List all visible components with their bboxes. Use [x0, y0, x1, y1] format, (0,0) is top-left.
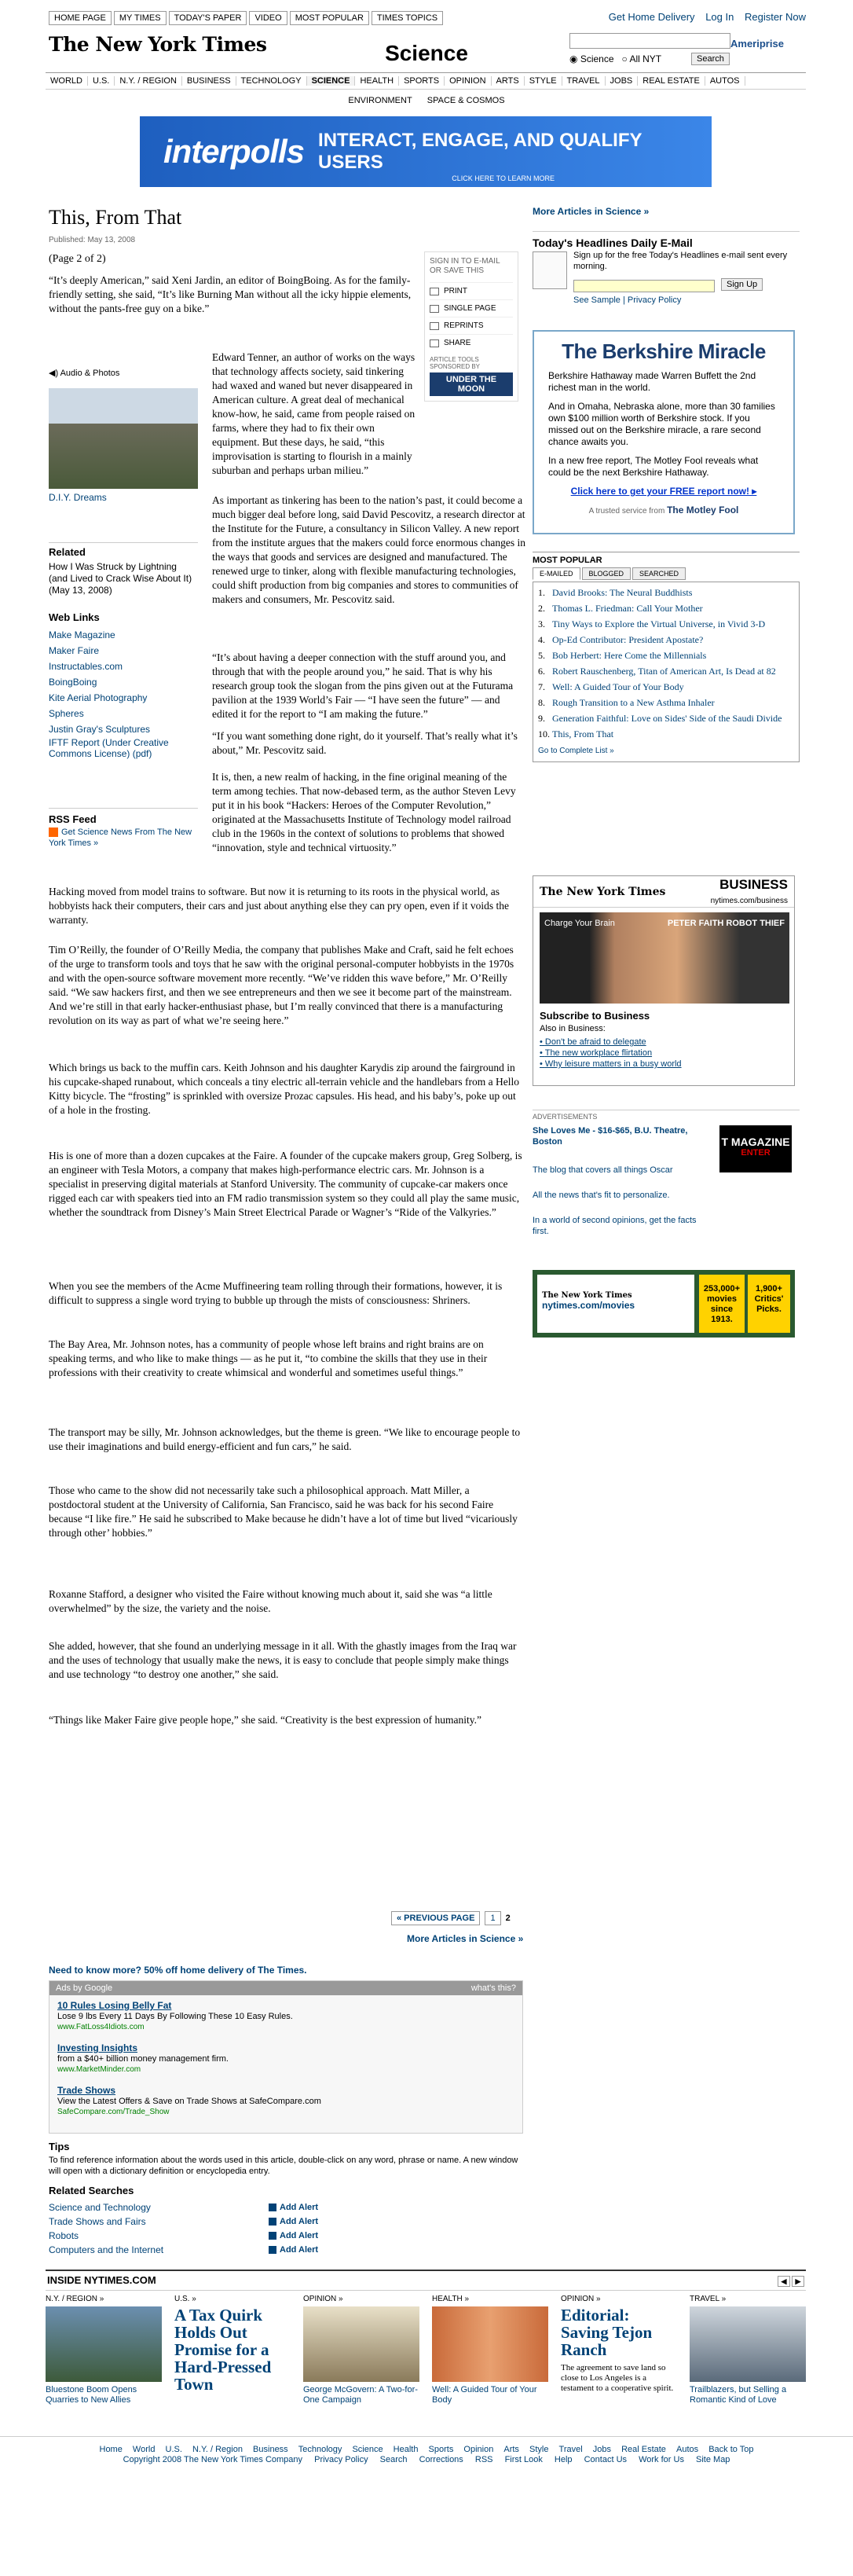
berkshire-ad[interactable]	[533, 330, 795, 534]
top-link-video[interactable]: VIDEO	[249, 11, 287, 25]
ad-link[interactable]: All the news that's fit to personalize.	[533, 1191, 670, 1200]
movies-url[interactable]: nytimes.com/movies	[542, 1300, 635, 1311]
nav-technology[interactable]: TECHNOLOGY	[236, 76, 307, 86]
prev-arrow-icon[interactable]: ◀	[778, 2276, 790, 2287]
inside-caption[interactable]: Well: A Guided Tour of Your Body	[432, 2385, 537, 2405]
list-item: 9. Generation Faithful: Love on Sides' Side of the Saudi Divide	[538, 713, 782, 724]
share-icon	[430, 339, 439, 347]
page-1-link[interactable]: 1	[485, 1911, 500, 1925]
right-more-in-science[interactable]: More Articles in Science »	[533, 206, 650, 217]
list-item: 5. Bob Herbert: Here Come the Millennials	[538, 650, 707, 661]
ad-link[interactable]: The blog that covers all things Oscar	[533, 1165, 673, 1175]
nav-jobs[interactable]: JOBS	[606, 76, 639, 86]
inside-summary: The agreement to save land so close to Los Angeles is a testament to a cooperative spirit.	[561, 2363, 674, 2393]
todays-headlines-text: Sign up for the free Today's Headlines e-mail sent every morning.	[573, 251, 788, 271]
page-2-current: 2	[505, 1914, 511, 1923]
ad-desc: View the Latest Offers & Save on Trade Shows at SafeCompare.com	[57, 2097, 321, 2106]
related-search-link[interactable]: Science and Technology	[49, 2202, 151, 2213]
inside-section-label[interactable]: OPINION »	[561, 2295, 601, 2303]
article-paragraph: His is one of more than a dozen cupcakes at the Faire. A founder of the cupcake makers group, Greg Solberg, is an engineer with Tesla Motors, a company that makes high-performance electric cars. Mr. Johnson is a specialist in preserving digital materials at Stanford University. The community of cupcake-car makers once rigged each car with speakers tied into an FM radio transmission system so they could all play the same music, whether the soundtrack from Disney’s Main Street Electrical Parade or Wagner’s “Ride of the Valkyries.”	[49, 1150, 522, 1218]
sub-nav	[0, 96, 853, 105]
radio-all-icon[interactable]: ○	[621, 53, 628, 64]
footer-link[interactable]: Opinion	[463, 2445, 494, 2454]
nav-style[interactable]: STYLE	[525, 76, 562, 86]
footer-link[interactable]: Science	[352, 2445, 383, 2454]
most-popular-link[interactable]: Rough Transition to a New Asthma Inhaler	[552, 697, 715, 708]
rss-icon	[49, 827, 58, 837]
signup-button[interactable]: Sign Up	[721, 278, 763, 291]
related-link[interactable]: How I Was Struck by Lightning (and Lived to Crack Wise About It) (May 13, 2008)	[49, 561, 192, 596]
inside-item[interactable]	[432, 2295, 548, 2420]
berkshire-cta[interactable]: Click here to get your FREE report now! ▸	[570, 486, 757, 497]
business-promo-image[interactable]	[540, 912, 789, 1004]
list-item: 1. David Brooks: The Neural Buddhists	[538, 587, 693, 598]
tool-share[interactable]	[430, 334, 513, 351]
radio-science-icon[interactable]: ◉	[569, 53, 578, 64]
tools-sponsor-logo[interactable]: UNDER THE MOON	[430, 372, 513, 396]
related-search-link[interactable]: Trade Shows and Fairs	[49, 2216, 146, 2227]
movies-nyt-logo: The New York Times	[542, 1291, 632, 1300]
print-icon	[430, 288, 439, 295]
article-title: This, From That	[49, 206, 182, 229]
list-item: 8. Rough Transition to a New Asthma Inhaler	[538, 697, 715, 708]
related-header: Related	[49, 542, 198, 558]
most-popular-link[interactable]: Thomas L. Friedman: Call Your Mother	[552, 603, 703, 614]
also-link[interactable]: • The new workplace flirtation	[540, 1048, 653, 1058]
web-link[interactable]: Maker Faire	[49, 645, 100, 656]
nav-autos[interactable]: AUTOS	[705, 76, 745, 86]
business-nyt-logo: The New York Times	[540, 885, 666, 898]
radio-science-label: Science	[580, 53, 614, 64]
business-header	[533, 876, 794, 908]
article-paragraph: She added, however, that she found an underlying message in it all. With the ghastly images from the Iraq war and the uses of technology that usually make the news, it is easy to conclude that people simply make things and use technology “to destroy one another,” she said.	[49, 1640, 517, 1680]
most-popular-link[interactable]: Robert Rauschenberg, Titan of American Art, Is Dead at 82	[552, 666, 776, 677]
inside-headline[interactable]: Editorial: Saving Tejon Ranch	[561, 2306, 653, 2359]
business-url[interactable]: nytimes.com/business	[710, 897, 788, 905]
berkshire-service-label: A trusted service from	[588, 507, 665, 516]
related-search-row	[49, 2243, 523, 2257]
plus-icon	[269, 2218, 276, 2226]
radio-all-label: All NYT	[629, 53, 662, 64]
pagination	[391, 1911, 511, 1925]
footer-link[interactable]: Contact Us	[584, 2455, 628, 2464]
most-popular-link[interactable]: This, From That	[552, 728, 614, 739]
add-alert-button[interactable]	[269, 2243, 318, 2257]
tab-emailed[interactable]: E-MAILED	[533, 567, 580, 580]
banner-text: INTERACT, ENGAGE, AND QUALIFY USERS	[318, 130, 642, 173]
inside-nav	[776, 2274, 804, 2287]
related-searches-header: Related Searches	[49, 2185, 134, 2196]
ad-desc: from a $40+ billion money management firm.	[57, 2054, 229, 2064]
most-popular-link[interactable]: Generation Faithful: Love on Sides' Side of the Saudi Divide	[552, 713, 782, 724]
banner-brand: interpolls	[163, 133, 305, 170]
ad-desc: Lose 9 lbs Every 11 Days By Following These 10 Easy Rules.	[57, 2012, 293, 2021]
nav-science[interactable]: SCIENCE	[307, 76, 356, 86]
list-item: 4. Op-Ed Contributor: President Apostate?	[538, 634, 704, 645]
business-films-text: PETER FAITH ROBOT THIEF	[667, 919, 785, 928]
also-link-label: Why leisure matters in a busy world	[544, 1059, 682, 1069]
top-links	[49, 11, 445, 25]
article-tools	[424, 251, 518, 402]
nav-world[interactable]: WORLD	[46, 76, 88, 86]
footer-link[interactable]: Style	[529, 2445, 549, 2454]
home-delivery-promo[interactable]: Need to know more? 50% off home delivery of The Times.	[49, 1965, 307, 1976]
inside-section-label[interactable]: N.Y. / REGION »	[46, 2295, 104, 2303]
footer-link[interactable]: Work for Us	[639, 2455, 684, 2464]
footer-link[interactable]: Jobs	[592, 2445, 611, 2454]
subnav-space[interactable]: SPACE & COSMOS	[426, 96, 505, 105]
related-search-row	[49, 2229, 523, 2243]
subnav-environment[interactable]: ENVIRONMENT	[348, 96, 412, 105]
search-scope	[569, 53, 661, 64]
banner-cta: CLICK HERE TO LEARN MORE	[452, 174, 555, 182]
t-magazine-ad[interactable]	[719, 1125, 792, 1172]
berkshire-p1: Berkshire Hathaway made Warren Buffett the 2nd richest man in the world.	[548, 370, 756, 393]
movies-left	[537, 1275, 694, 1333]
web-link[interactable]: Spheres	[49, 708, 84, 719]
also-link[interactable]: • Don't be afraid to delegate	[540, 1037, 646, 1047]
critics-picks: 1,900+ Critics' Picks.	[748, 1275, 790, 1333]
ad-url[interactable]: www.MarketMinder.com	[57, 2065, 141, 2074]
top-link-mytimes[interactable]: MY TIMES	[114, 11, 167, 25]
related-search-link[interactable]: Computers and the Internet	[49, 2244, 164, 2255]
list-item: 6. Robert Rauschenberg, Titan of American Art, Is Dead at 82	[538, 666, 776, 677]
google-ads-header	[49, 1981, 522, 1995]
footer-link[interactable]: Help	[554, 2455, 573, 2464]
add-alert-button[interactable]	[269, 2215, 318, 2229]
footer-link[interactable]: Autos	[676, 2445, 699, 2454]
berkshire-service	[548, 505, 779, 516]
sample-privacy-links[interactable]: See Sample | Privacy Policy	[573, 295, 682, 305]
ad-title[interactable]: Investing Insights	[57, 2042, 138, 2053]
web-link[interactable]: Kite Aerial Photography	[49, 692, 148, 703]
footer-link[interactable]: Real Estate	[621, 2445, 666, 2454]
business-title: BUSINESS	[719, 877, 788, 892]
footer-link[interactable]: Sports	[428, 2445, 454, 2454]
t-magazine-enter: ENTER	[741, 1148, 771, 1158]
add-alert-button[interactable]	[269, 2229, 318, 2243]
related-search-link[interactable]: Robots	[49, 2230, 79, 2241]
inside-headline[interactable]: A Tax Quirk Holds Out Promise for a Hard-Pressed Town	[174, 2306, 272, 2394]
search-button[interactable]: Search	[691, 53, 730, 65]
article-paragraph: As important as tinkering has been to the nation’s past, it could become a much bigger deal before long, said David Pescovitz, a research director at the Institute for the Future, a consultancy in Silicon Valley. A new report from the institute argues that the makers could force enormous changes in the ways that goods and services are designed and manufactured. The renewed urge to tinker, along with flexible manufacturing technologies, could shift production from big companies and stores to communities of makers and consumers, Mr. Pescovitz said.	[212, 494, 526, 605]
inside-item[interactable]	[174, 2295, 291, 2420]
article-paragraph: “It’s deeply American,” said Xeni Jardin, an editor of BoingBoing. As for the family-friendly setting, she said, “It’s like Burning Man without all the icky hippie elements, without the pants-free guy on a bike.”	[49, 274, 412, 314]
home-delivery-link[interactable]: Get Home Delivery	[608, 11, 695, 23]
published-date: Published: May 13, 2008	[49, 236, 136, 244]
most-popular-header: MOST POPULAR	[533, 552, 800, 565]
inside-caption[interactable]: Trailblazers, but Selling a Romantic Kind of Love	[690, 2385, 787, 2405]
most-popular-link[interactable]: Well: A Guided Tour of Your Body	[552, 681, 684, 692]
copyright-link[interactable]: Copyright 2008 The New York Times Company	[123, 2455, 303, 2464]
related-search-row	[49, 2215, 523, 2229]
tool-reprints-label: REPRINTS	[444, 321, 484, 330]
article-paragraph: The Bay Area, Mr. Johnson notes, has a community of people whose left brains and right brains are on speaking terms, and who like to make things — as he put it, “to combine the skills that they use in their professions with their creativity to create whimsical and wonderful and sometimes useful things.”	[49, 1338, 488, 1378]
tool-share-label: SHARE	[444, 339, 471, 347]
movies-count: 253,000+ movies since 1913.	[699, 1275, 745, 1333]
inside-section-label[interactable]: TRAVEL »	[690, 2295, 727, 2303]
email-field[interactable]	[573, 280, 715, 292]
nav-arts[interactable]: ARTS	[492, 76, 525, 86]
web-link[interactable]: Justin Gray's Sculptures	[49, 724, 151, 735]
top-link-most-popular[interactable]: MOST POPULAR	[290, 11, 369, 25]
inside-section-label[interactable]: HEALTH »	[432, 2295, 470, 2303]
ad-show-title[interactable]: She Loves Me - $16-$65, B.U. Theatre, Boston	[533, 1126, 688, 1147]
berkshire-p3: In a new free report, The Motley Fool reveals what could be the next Berkshire Hathaway.	[548, 455, 759, 478]
also-in-business-header: Also in Business:	[540, 1024, 606, 1033]
nyt-logo[interactable]: The New York Times	[49, 33, 267, 56]
article-paragraph: Tim O’Reilly, the founder of O’Reilly Media, the company that publishes Make and Craft, said he felt echoes of the urge to transform tools and toys that he saw with the original personal-computer hobbyists in the 1970s and with the open-source software movement more recently. “We’ve ridden this wave before,” Mr. O’Reilly said. “We saw hackers first, and then we see entrepreneurs and then we see it become part of the mainstream. And we’re still in that early hacker-enthusiast phase, but I’m really convinced that there is a manufacturing revolution on its way as part of what we’re seeing here.”	[49, 944, 514, 1026]
todays-headlines-header: Today's Headlines Daily E-Mail	[533, 231, 800, 249]
article-paragraph: “Things like Maker Faire give people hope,” she said. “Creativity is the best expression of humanity.”	[49, 1714, 481, 1726]
add-alert-label: Add Alert	[280, 2203, 319, 2212]
web-link[interactable]: IFTF Report (Under Creative Commons License) (pdf)	[49, 737, 169, 759]
top-link-times-topics[interactable]: TIMES TOPICS	[372, 11, 443, 25]
web-link[interactable]: BoingBoing	[49, 677, 97, 688]
also-link-label: The new workplace flirtation	[544, 1048, 653, 1058]
register-link[interactable]: Register Now	[744, 11, 806, 23]
footer-link[interactable]: U.S.	[165, 2445, 182, 2454]
inside-caption[interactable]: George McGovern: A Two-for-One Campaign	[303, 2385, 418, 2405]
web-link[interactable]: Instructables.com	[49, 661, 123, 672]
article-paragraph: Those who came to the show did not necessarily take such a philosophical approach. Matt Miller, a postdoctoral student at the University of California, San Francisco, said he was back for his second Faire because “I like fire.” He said he subscribed to Make because he didn’t have a lot of time but lived “vicariously through other’ hobbies.”	[49, 1484, 518, 1539]
also-link[interactable]: • Why leisure matters in a busy world	[540, 1059, 682, 1069]
search-input[interactable]	[569, 33, 730, 49]
tab-searched[interactable]: SEARCHED	[632, 567, 686, 580]
footer-link[interactable]: Technology	[298, 2445, 342, 2454]
article-paragraph: It is, then, a new realm of hacking, in the fine original meaning of the term among techies. That now-debased term, as the author Steven Levy put it in his book “Hackers: Heroes of the Computer Revolution,” originated at the Massachusetts Institute of Technology model railroad club in the 1960s in the context of solutions to problems that showed “innovation, style and technical virtuosity.”	[212, 771, 516, 853]
nav-nyregion[interactable]: N.Y. / REGION	[115, 76, 182, 86]
footer-link[interactable]: Arts	[503, 2445, 519, 2454]
inside-nytimes-title: INSIDE NYTIMES.COM	[47, 2274, 156, 2286]
nav-business[interactable]: BUSINESS	[182, 76, 236, 86]
footer-link[interactable]: First Look	[504, 2455, 543, 2464]
footer-link[interactable]: Search	[379, 2455, 408, 2464]
nav-travel[interactable]: TRAVEL	[562, 76, 606, 86]
photo-caption[interactable]: D.I.Y. Dreams	[49, 492, 107, 503]
tool-single-page-label: SINGLE PAGE	[444, 304, 496, 313]
berkshire-title: The Berkshire Miracle	[562, 339, 766, 363]
add-alert-button[interactable]	[269, 2200, 318, 2215]
section-title: Science	[385, 41, 468, 65]
related-searches	[49, 2200, 523, 2257]
footer-link[interactable]: N.Y. / Region	[192, 2445, 243, 2454]
google-ad[interactable]	[49, 1995, 522, 2038]
tools-sponsor-label: ARTICLE TOOLS SPONSORED BY	[430, 356, 481, 370]
most-popular-tabs	[533, 567, 687, 580]
ad-url[interactable]: SafeCompare.com/Trade_Show	[57, 2108, 170, 2116]
previous-page-button[interactable]: « PREVIOUS PAGE	[391, 1911, 480, 1925]
business-promo[interactable]	[533, 875, 795, 1086]
most-popular-link[interactable]: David Brooks: The Neural Buddhists	[552, 587, 693, 598]
ad-title[interactable]: 10 Rules Losing Belly Fat	[57, 2000, 172, 2011]
tips-header: Tips	[49, 2141, 70, 2152]
article-paragraph: “It’s about having a deeper connection with the stuff around you, and through that with the people around you,” he said. That is why his research group took the slogan from the pins given out at the Futurama pavilion at the 1939 World’s Fair — “I have seen the future” — and edited it for the report to “I am making the future.”	[212, 651, 514, 720]
inside-caption[interactable]: Bluestone Boom Opens Quarries to New Allies	[46, 2385, 137, 2405]
whats-this-link[interactable]: what's this?	[470, 1983, 516, 1993]
article-tools-header: SIGN IN TO E-MAIL OR SAVE THIS	[430, 257, 500, 275]
tips-text: To find reference information about the words used in this article, double-click on any word, phrase or name. A new window will open with a dictionary definition or encyclopedia entry.	[49, 2156, 518, 2176]
inside-section-label[interactable]: OPINION »	[303, 2295, 343, 2303]
berkshire-p2: And in Omaha, Nebraska alone, more than 30 families own $100 million worth of Berkshire stock. If you missed out on the Berkshire miracle, a rare second chance awaits you.	[548, 401, 775, 447]
list-item: 3. Tiny Ways to Explore the Virtual Universe, in Vivid 3-D	[538, 618, 766, 629]
footer-link[interactable]: Corrections	[419, 2455, 463, 2464]
section-nav	[46, 72, 806, 90]
ad-url[interactable]: www.FatLoss4Idiots.com	[57, 2023, 145, 2031]
article-paragraph: Which brings us back to the muffin cars. Keith Johnson and his daughter Karydis zip around the fairground in his cupcake-shaped runabout, which conceals a tiny electric all-terrain vehicle and the handlebars from a Hello Kitty bicycle. The “frosting” is sprinkled with oversize Prozac capsules. His head, and his baby’s, poke up out of a hole in the frosting.	[49, 1062, 519, 1116]
list-item: 10. This, From That	[538, 728, 614, 739]
rss-link[interactable]	[49, 827, 198, 849]
login-link[interactable]: Log In	[705, 11, 734, 23]
advertisements-header: ADVERTISEMENTS	[533, 1110, 800, 1121]
nav-real-estate[interactable]: REAL ESTATE	[638, 76, 705, 86]
inside-item[interactable]	[690, 2295, 806, 2420]
footer-link[interactable]: Home	[99, 2445, 123, 2454]
add-alert-label: Add Alert	[280, 2217, 319, 2226]
complete-list-link[interactable]: Go to Complete List »	[538, 747, 614, 755]
most-popular-link[interactable]: Bob Herbert: Here Come the Millennials	[552, 650, 707, 661]
speaker-icon: ◀)	[49, 369, 59, 378]
add-alert-label: Add Alert	[280, 2231, 319, 2240]
tool-print-label: PRINT	[444, 287, 467, 295]
movies-promo[interactable]	[533, 1270, 795, 1338]
motley-fool-logo: The Motley Fool	[667, 505, 739, 516]
also-in-business-list	[540, 1037, 682, 1070]
web-link[interactable]: Make Magazine	[49, 629, 115, 640]
article-paragraph: The transport may be silly, Mr. Johnson acknowledges, but the theme is green. “We like to encourage people to use their imaginations and build energy-efficient and fun cars,” he said.	[49, 1426, 521, 1452]
plus-icon	[269, 2204, 276, 2211]
top-link-home[interactable]: HOME PAGE	[49, 11, 112, 25]
google-ad[interactable]	[49, 2080, 522, 2123]
advertisement-block	[533, 1125, 800, 1237]
footer-link[interactable]: Back to Top	[708, 2445, 754, 2454]
also-link-label: Don't be afraid to delegate	[544, 1037, 646, 1047]
inside-item[interactable]	[46, 2295, 162, 2420]
rss-header: RSS Feed	[49, 808, 198, 825]
nav-us[interactable]: U.S.	[88, 76, 115, 86]
inside-item[interactable]	[561, 2295, 677, 2420]
nav-health[interactable]: HEALTH	[355, 76, 399, 86]
inside-item[interactable]	[303, 2295, 419, 2420]
inside-image[interactable]	[690, 2306, 806, 2382]
tool-single-page[interactable]	[430, 299, 513, 317]
article-paragraph: Hacking moved from model trains to software. But now it is returning to its roots in the physical world, as hobbyists hack their computers, their cars and just about anything else they can pry open, even if it voids the warranty.	[49, 886, 509, 926]
list-item: 7. Well: A Guided Tour of Your Body	[538, 681, 684, 692]
related-search-row	[49, 2200, 523, 2215]
more-in-science-link[interactable]: More Articles in Science »	[407, 1933, 524, 1944]
tool-print[interactable]	[430, 282, 513, 299]
ad-link[interactable]: In a world of second opinions, get the facts first.	[533, 1216, 697, 1236]
footer-link[interactable]: Business	[253, 2445, 288, 2454]
plus-icon	[269, 2246, 276, 2254]
footer-link[interactable]: Site Map	[696, 2455, 730, 2464]
inside-image[interactable]	[432, 2306, 548, 2382]
inside-image[interactable]	[46, 2306, 162, 2382]
nav-sports[interactable]: SPORTS	[399, 76, 445, 86]
reprints-icon	[430, 322, 439, 330]
footer-link[interactable]: RSS	[474, 2455, 493, 2464]
footer-copyright	[0, 2455, 853, 2464]
tool-reprints[interactable]	[430, 317, 513, 334]
most-popular-list	[533, 582, 800, 762]
footer-link[interactable]: Health	[393, 2445, 419, 2454]
web-links	[49, 627, 198, 759]
article-paragraph: When you see the members of the Acme Muffineering team rolling through their formations, however, it is difficult to suppress a single word trying to bubble up through the mists of consciousness: Shriners.	[49, 1280, 503, 1306]
add-alert-label: Add Alert	[280, 2245, 319, 2255]
banner-ad[interactable]	[140, 116, 712, 187]
footer-link[interactable]: Privacy Policy	[314, 2455, 368, 2464]
subscribe-business-link[interactable]: Subscribe to Business	[540, 1010, 650, 1022]
inside-image[interactable]	[303, 2306, 419, 2382]
inside-nytimes-grid	[46, 2295, 806, 2420]
google-ads	[49, 1980, 523, 2134]
sponsor-logo[interactable]: Ameriprise	[730, 38, 784, 50]
article-paragraph: Edward Tenner, an author of works on the ways that technology affects society, said tinkering had waxed and waned but never disappeared in American culture. A great deal of mechanical know-how, he said, came from people raised on farms, where they had to fix their own equipment. But these days, he said, “this improvisation is starting to flourish in a mainly suburban and perhaps urban milieu.”	[212, 351, 416, 476]
most-popular-link[interactable]: Tiny Ways to Explore the Virtual Universe, in Vivid 3-D	[552, 618, 766, 629]
t-magazine-label: T MAGAZINE	[721, 1136, 790, 1148]
inside-section-label[interactable]: U.S. »	[174, 2295, 196, 2303]
single-page-icon	[430, 305, 439, 313]
footer-link[interactable]: World	[132, 2445, 156, 2454]
web-links-header: Web Links	[49, 611, 100, 623]
list-item: 2. Thomas L. Friedman: Call Your Mother	[538, 603, 703, 614]
ad-title[interactable]: Trade Shows	[57, 2085, 116, 2096]
article-paragraph: Roxanne Stafford, a designer who visited the Faire without knowing much about it, said she was “a little overwhelmed” by the size, the variety and the noise.	[49, 1588, 492, 1614]
inside-nytimes-header	[46, 2270, 806, 2291]
nav-opinion[interactable]: OPINION	[445, 76, 491, 86]
footer-nav	[0, 2436, 853, 2454]
article-photo[interactable]	[49, 388, 198, 489]
audio-photos-link[interactable]	[49, 368, 119, 378]
next-arrow-icon[interactable]: ▶	[792, 2276, 804, 2287]
plus-icon	[269, 2232, 276, 2240]
utility-links	[601, 11, 806, 23]
footer-link[interactable]: Travel	[558, 2445, 583, 2454]
rss-link-label: Get Science News From The New York Times »	[49, 827, 192, 848]
audio-photos-label: Audio & Photos	[60, 369, 120, 378]
ads-by-google-label: Ads by Google	[56, 1983, 113, 1993]
tab-blogged[interactable]: BLOGGED	[582, 567, 632, 580]
business-mag-text: Charge Your Brain	[544, 919, 615, 928]
page-indicator: (Page 2 of 2)	[49, 253, 106, 265]
most-popular-link[interactable]: Op-Ed Contributor: President Apostate?	[552, 634, 704, 645]
article-paragraph: “If you want something done right, do it yourself. That’s really what it’s about,” Mr. Pescovitz said.	[212, 730, 518, 756]
top-link-todays-paper[interactable]: TODAY'S PAPER	[169, 11, 247, 25]
google-ad[interactable]	[49, 2038, 522, 2080]
